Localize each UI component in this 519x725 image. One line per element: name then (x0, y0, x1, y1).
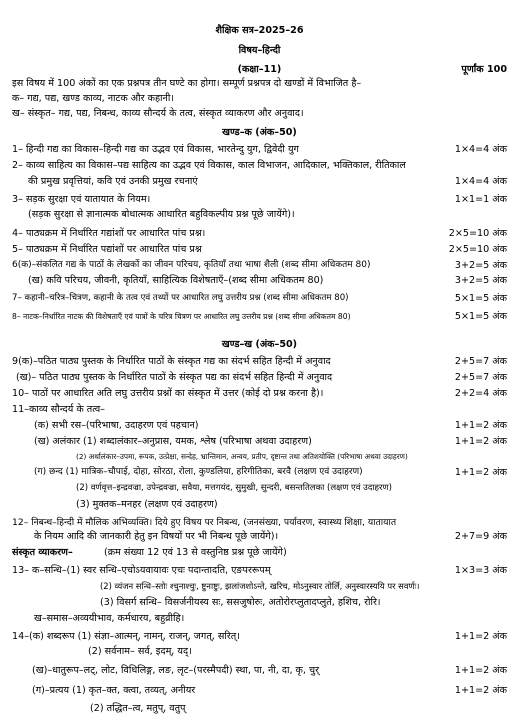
marks: 1+1=2 अंक (454, 631, 507, 642)
marks: 2×5=10 अंक (448, 228, 507, 239)
list-item: 11–काव्य सौन्दर्य के तत्व– (12, 404, 105, 415)
marks: 1+1=2 अंक (454, 436, 507, 447)
intro-line: क– गद्य, पद्य, खण्ड काव्य, नाटक और कहानी। (12, 93, 174, 104)
subject-title: विषय–हिन्दी (238, 45, 281, 56)
list-item: 7– कहानी–चरित्र–चित्रण, कहानी के तत्व एवं तथ्यों पर आधारित लघु उत्तरीय प्रश्न (शब्द सीमा अधिकतम 80) (12, 293, 349, 303)
section-a-heading: खण्ड–क (अंक–50) (222, 127, 297, 138)
marks: 2+5=7 अंक (454, 372, 507, 383)
list-item: (2) तद्धित–त्व, मतुप्, वतुप् (90, 703, 186, 714)
list-item: 9(क)–पठित पाठ्य पुस्तक के निर्धारित पाठों के संस्कृत गद्य का संदर्भ सहित हिन्दी में अनुवाद (12, 356, 331, 367)
intro-line: इस विषय में 100 अंकों का एक प्रश्नपत्र तीन घण्टे का होगा। सम्पूर्ण प्रश्नपत्र दो खण्डों में विभाजित है– (12, 78, 362, 89)
marks: 1+1=2 अंक (454, 420, 507, 431)
list-item: (2) वर्णवृत्त–इन्द्रवज्रा, उपेन्द्रवज्रा, सवैया, मत्तगयंद, सुमुखी, सुन्दरी, बसन्ततिलका (लक्षण एवं उदाहरण) (76, 483, 392, 493)
marks: 5×1=5 अंक (454, 311, 507, 322)
marks: 1×3=3 अंक (454, 565, 507, 576)
list-item: (3) मुक्तक–मनहर (लक्षण एवं उदाहरण) (76, 499, 218, 510)
marks: 2+5=7 अंक (454, 356, 507, 367)
list-item: (ख)–धातुरूप–लट्, लोट, विधिलिङ्ग, लङ, लृट–(परस्मैपदी) स्था, पा, नी, दा, कृ, चुर् (32, 665, 320, 676)
list-item: 8– नाटक–निर्धारित नाटक की विशेषताएँ एवं पात्रों के चरित्र चित्रण पर आधारित लघु उत्तरीय प्रश्न (शब्द सीमा अधिकतम 80) (12, 312, 351, 321)
marks: 1×1=1 अंक (454, 194, 507, 205)
list-item: ख–समास–अव्ययीभाव, कर्मधारय, बहुव्रीहि। (34, 613, 185, 624)
list-item: 1– हिन्दी गद्य का विकास–हिन्दी गद्य का उद्भव एवं विकास, भारतेन्दु युग, द्विवेदी युग (12, 144, 299, 155)
list-item: (2) व्यंजन सन्धि–स्तोः श्चुनाश्चुः, ष्टुनाष्टुः, झलांजशोऽन्ते, खरिच, मोऽनुस्वार तोर्लि, अनुस्वारस्ययि पर सवर्णः। (100, 581, 420, 591)
list-item-cont: के नियम आदि की जानकारी हेतु इन विषयों पर भी निबन्ध पूछे जायेंगे)। (34, 531, 279, 542)
list-item: 5– पाठ्यक्रम में निर्धारित पद्यांशों पर आधारित पांच प्रश्न (12, 244, 202, 255)
intro-line: ख– संस्कृत– गद्य, पद्य, निबन्ध, काव्य सौन्दर्य के तत्व, संस्कृत व्याकरण और अनुवाद। (12, 108, 304, 119)
grammar-heading: संस्कृत व्याकरण– (12, 547, 73, 558)
list-item: (ख)– पठित पाठ्य पुस्तक के निर्धारित पाठों के संस्कृत पद्य का संदर्भ सहित हिन्दी में अनुवाद (16, 372, 333, 383)
list-item: (क) सभी रस–(परिभाषा, उदाहरण एवं पहचान) (34, 420, 199, 431)
list-item: 12– निबन्ध–हिन्दी में मौलिक अभिव्यक्ति। दिये हुए विषय पर निबन्ध, (जनसंख्या, पर्यावरण, स्वास्थ्य शिक्षा, यातायात (12, 517, 397, 528)
marks: 1+1=2 अंक (454, 665, 507, 676)
list-item: (ख) कवि परिचय, जीवनी, कृतियाँ, साहित्यिक विशेषताएँ–(शब्द सीमा अधिकतम 80) (28, 275, 324, 286)
marks: 3+2=5 अंक (454, 275, 507, 286)
list-item: (2) सर्वनाम– सर्व, इदम्, यद्। (88, 646, 192, 657)
full-marks: पूर्णांक 100 (461, 64, 507, 75)
list-item: (ख) अलंकार (1) शब्दालंकार–अनुप्रास, यमक, श्लेष (परिभाषा अथवा उदाहरण) (34, 436, 312, 447)
marks: 5×1=5 अंक (454, 293, 507, 304)
grammar-note: (क्रम संख्या 12 एवं 13 से वस्तुनिष्ठ प्रश्न पूछे जायेंगे) (104, 547, 287, 558)
list-item-cont: की प्रमुख प्रवृत्तियां, कवि एवं उनकी प्रमुख रचनाएं (28, 176, 198, 187)
list-item: (ग) छन्द (1) मात्रिक–चौपाई, दोहा, सोरठा, रोला, कुण्डलिया, हरिगीतिका, बरवै (लक्षण एवं उदाहरण) (34, 467, 363, 477)
list-item: 6(क)–संकलित गद्य के पाठों के लेखकों का जीवन परिचय, कृतियाँ तथा भाषा शैली (शब्द सीमा अधिकतम 80) (12, 260, 371, 270)
marks: 2×5=10 अंक (448, 244, 507, 255)
marks: 1+1=2 अंक (454, 685, 507, 696)
list-item: 4– पाठ्यक्रम में निर्धारित गद्यांशों पर आधारित पांच प्रश्न। (12, 228, 206, 239)
list-item: (3) विसर्ग सन्धि– विसर्जनीयस्य सः, ससजुषोरुः, अतोरोरप्लुतादप्लुते, हशिच, रोरि। (100, 597, 381, 608)
list-item-cont: (सड़क सुरक्षा से ज्ञानात्मक बोधात्मक आधारित बहुविकल्पीय प्रश्न पूछे जायेंगे)। (28, 209, 295, 220)
list-item: 10– पाठों पर आधारित अति लघु उत्तरीय प्रश्नों का संस्कृत में उत्तर (कोई दो प्रश्न करना है)। (12, 388, 324, 399)
list-item: 14–(क) शब्दरूप (1) संज्ञा–आत्मन्, नामन्, राजन्, जगत्, सरित्। (12, 631, 240, 642)
marks: 1+1=2 अंक (454, 467, 507, 478)
marks: 3+2=5 अंक (454, 260, 507, 271)
marks: 2+2=4 अंक (454, 388, 507, 399)
list-item: (2) अर्थालंकार–उपमा, रूपक, उत्प्रेक्षा, सन्देह, भ्रान्तिमान, अन्वय, प्रतीप, दृष्टान्त तथा अतिशयोक्ति (परिभाषा अथवा उदाहरण) (76, 452, 408, 461)
class-title: (कक्षा–11) (237, 64, 282, 75)
list-item: 2– काव्य साहित्य का विकास–पद्य साहित्य का उद्भव एवं विकास, काल विभाजन, आदिकाल, भक्तिकाल, रीतिकाल (12, 160, 406, 171)
section-b-heading: खण्ड–ख (अंक–50) (221, 339, 298, 350)
session-title: शैक्षिक सत्र–2025–26 (215, 25, 304, 36)
marks: 1×4=4 अंक (454, 144, 507, 155)
list-item: (ग)–प्रत्यय (1) कृत–क्त, क्त्वा, तव्यत्, अनीयर (32, 685, 196, 696)
list-item: 3– सड़क सुरक्षा एवं यातायात के नियम। (12, 194, 151, 205)
marks: 1×4=4 अंक (454, 176, 507, 187)
list-item: 13– क–सन्धि–(1) स्वर सन्धि–एचोऽयवायावः एचः पदान्तादति, एङपररूपम् (12, 565, 271, 576)
marks: 2+7=9 अंक (454, 531, 507, 542)
